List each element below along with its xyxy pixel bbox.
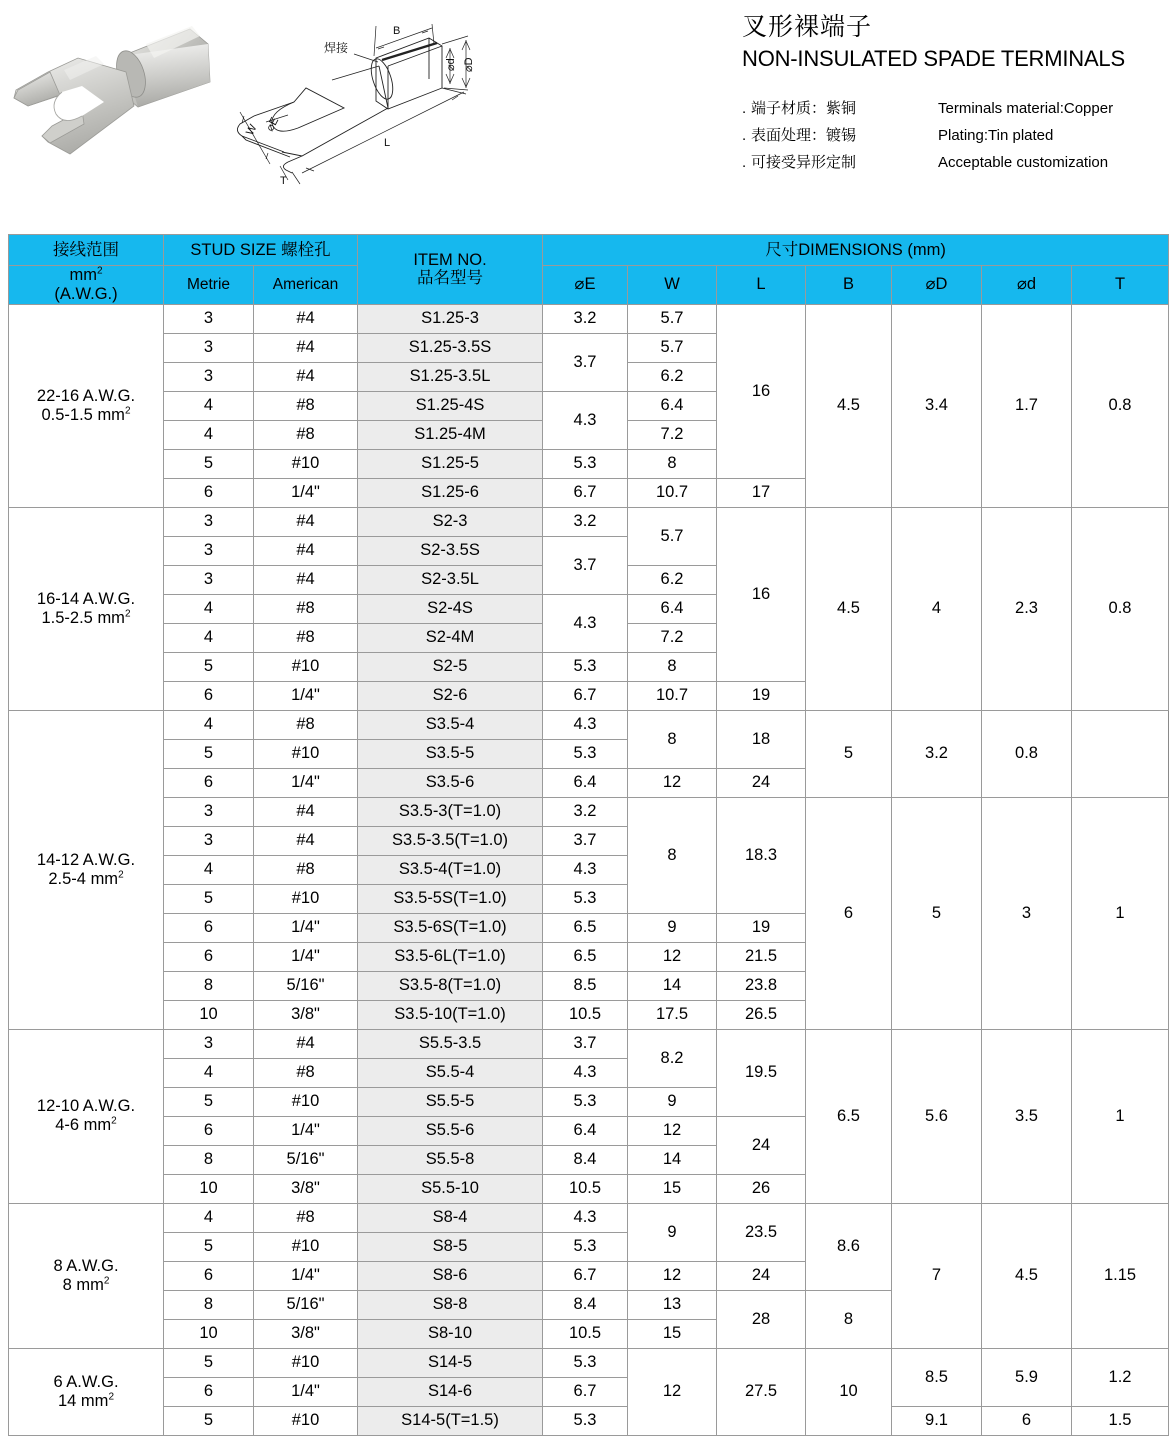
stud-size-american-cell: #4 xyxy=(254,797,358,826)
dim-t-cell: 0.8 xyxy=(1072,304,1169,507)
dim-l-cell: 24 xyxy=(717,1116,806,1174)
stud-size-american-cell: 5/16" xyxy=(254,971,358,1000)
dim-w-cell: 9 xyxy=(628,1087,717,1116)
col-header-t: T xyxy=(1072,266,1169,305)
dim-e-cell: 8.5 xyxy=(543,971,628,1000)
dim-w-cell: 5.7 xyxy=(628,507,717,565)
dim-w-cell: 8 xyxy=(628,449,717,478)
stud-size-american-cell: 3/8" xyxy=(254,1000,358,1029)
stud-size-american-cell: 3/8" xyxy=(254,1174,358,1203)
bullet-dot: . xyxy=(742,100,747,117)
item-no-cell: S1.25-3.5L xyxy=(358,362,543,391)
dim-w-cell: 10.7 xyxy=(628,681,717,710)
dim-b-cell: 4.5 xyxy=(806,507,892,710)
stud-size-american-cell: #10 xyxy=(254,1406,358,1435)
wire-range-cell: 6 A.W.G. 14 $mm^2$ xyxy=(9,1348,164,1435)
table-header-row-1 xyxy=(9,235,1169,266)
dim-b-cell: 8.6 xyxy=(806,1203,892,1290)
table-row xyxy=(9,797,1169,826)
stud-size-american-cell: #8 xyxy=(254,710,358,739)
dim-w-cell: 15 xyxy=(628,1319,717,1348)
spec-row xyxy=(742,96,1176,123)
item-no-cell: S2-6 xyxy=(358,681,543,710)
dim-small-d-cell: 3 xyxy=(982,797,1072,1029)
dim-l-cell: 16 xyxy=(717,507,806,681)
spec-chinese: . 端子材质：紫铜 xyxy=(742,96,938,121)
dim-e-cell: 3.7 xyxy=(543,333,628,391)
item-no-cell: S3.5-4 xyxy=(358,710,543,739)
stud-size-metric-cell: 3 xyxy=(164,797,254,826)
dim-e-cell: 6.5 xyxy=(543,942,628,971)
dim-t-cell: 0.8 xyxy=(1072,507,1169,710)
stud-size-metric-cell: 4 xyxy=(164,420,254,449)
dim-w-cell: 7.2 xyxy=(628,420,717,449)
stud-size-metric-cell: 3 xyxy=(164,1029,254,1058)
item-no-cell: S3.5-3.5(T=1.0) xyxy=(358,826,543,855)
item-no-cell: S2-3 xyxy=(358,507,543,536)
bullet-dot: . xyxy=(742,154,747,171)
stud-size-american-cell: #4 xyxy=(254,826,358,855)
dim-w-cell: 8.2 xyxy=(628,1029,717,1087)
dim-e-cell: 6.7 xyxy=(543,1261,628,1290)
stud-size-american-cell: 1/4" xyxy=(254,1377,358,1406)
dim-e-cell: 4.3 xyxy=(543,1058,628,1087)
col-header-wire-range: 接线范围 xyxy=(9,235,164,266)
dim-small-d-cell: 5.9 xyxy=(982,1348,1072,1406)
dim-t-cell: 1.5 xyxy=(1072,1406,1169,1435)
stud-size-metric-cell: 5 xyxy=(164,739,254,768)
dim-big-d-cell: 4 xyxy=(892,507,982,710)
stud-size-american-cell: #10 xyxy=(254,1232,358,1261)
col-header-dimensions: 尺寸DIMENSIONS (mm) xyxy=(543,235,1169,266)
dim-w-cell: 12 xyxy=(628,942,717,971)
dim-small-d-cell: 3.2 xyxy=(892,710,982,797)
stud-size-american-cell: #10 xyxy=(254,449,358,478)
dim-small-d-cell: 2.3 xyxy=(982,507,1072,710)
stud-size-metric-cell: 4 xyxy=(164,594,254,623)
dim-e-cell: 8.4 xyxy=(543,1145,628,1174)
dim-e-cell: 3.7 xyxy=(543,826,628,855)
title-english: NON-INSULATED SPADE TERMINALS xyxy=(742,46,1125,71)
dim-big-d-cell: 3.4 xyxy=(892,304,982,507)
dim-e-cell: 4.3 xyxy=(543,1203,628,1232)
spec-list xyxy=(742,96,1176,177)
dim-big-d-cell: 7 xyxy=(892,1203,982,1348)
header xyxy=(0,0,1176,218)
dim-e-cell: 3.2 xyxy=(543,797,628,826)
dim-l-cell: 28 xyxy=(717,1290,806,1348)
stud-size-metric-cell: 6 xyxy=(164,1261,254,1290)
stud-size-metric-cell: 10 xyxy=(164,1319,254,1348)
drawing-label-b: B xyxy=(393,25,401,37)
stud-size-metric-cell: 5 xyxy=(164,449,254,478)
stud-size-metric-cell: 8 xyxy=(164,971,254,1000)
stud-size-metric-cell: 8 xyxy=(164,1290,254,1319)
spec-row xyxy=(742,150,1176,177)
stud-size-american-cell: 5/16" xyxy=(254,1290,358,1319)
dim-e-cell: 5.3 xyxy=(543,1087,628,1116)
stud-size-metric-cell: 3 xyxy=(164,333,254,362)
stud-size-metric-cell: 3 xyxy=(164,362,254,391)
stud-size-metric-cell: 6 xyxy=(164,1377,254,1406)
stud-size-american-cell: #10 xyxy=(254,739,358,768)
col-header-big-d: ⌀D xyxy=(892,266,982,305)
stud-size-metric-cell: 3 xyxy=(164,826,254,855)
drawing-label-t: T xyxy=(280,175,287,187)
table-row xyxy=(9,1406,1169,1435)
item-no-cell: S5.5-10 xyxy=(358,1174,543,1203)
item-no-cell: S3.5-10(T=1.0) xyxy=(358,1000,543,1029)
item-no-cell: S14-5 xyxy=(358,1348,543,1377)
spec-english: Acceptable customization xyxy=(938,154,1109,171)
stud-size-american-cell: #8 xyxy=(254,391,358,420)
dim-w-cell: 8 xyxy=(628,797,717,913)
dim-w-cell: 17.5 xyxy=(628,1000,717,1029)
col-header-stud-size: STUD SIZE 螺栓孔 xyxy=(164,235,358,266)
dim-big-d-cell: 5 xyxy=(892,797,982,1029)
stud-size-metric-cell: 6 xyxy=(164,942,254,971)
dim-small-d-cell: 6 xyxy=(982,1406,1072,1435)
stud-size-american-cell: 1/4" xyxy=(254,768,358,797)
item-no-cell: S5.5-4 xyxy=(358,1058,543,1087)
dim-e-cell: 5.3 xyxy=(543,739,628,768)
dim-big-d-cell: 9.1 xyxy=(892,1406,982,1435)
dim-w-cell: 12 xyxy=(628,1116,717,1145)
table-header-row-2 xyxy=(9,266,1169,305)
title-block xyxy=(742,12,1172,74)
stud-size-metric-cell: 5 xyxy=(164,1087,254,1116)
item-no-cell: S1.25-6 xyxy=(358,478,543,507)
bullet-dot: . xyxy=(742,127,747,144)
item-no-cell: S5.5-5 xyxy=(358,1087,543,1116)
drawing-label-big-d: ⌀D xyxy=(463,57,475,72)
dim-w-cell: 6.4 xyxy=(628,391,717,420)
dim-e-cell: 3.2 xyxy=(543,507,628,536)
item-no-cell: S2-4M xyxy=(358,623,543,652)
dim-b-cell: 8 xyxy=(806,1290,892,1348)
dim-w-cell: 12 xyxy=(628,1348,717,1435)
dim-b-cell: 6 xyxy=(806,797,892,1029)
dim-w-cell: 6.2 xyxy=(628,565,717,594)
dim-e-cell: 5.3 xyxy=(543,884,628,913)
stud-size-american-cell: #10 xyxy=(254,884,358,913)
stud-size-metric-cell: 3 xyxy=(164,304,254,333)
dim-l-cell: 23.5 xyxy=(717,1203,806,1261)
stud-size-american-cell: #8 xyxy=(254,594,358,623)
stud-size-american-cell: #4 xyxy=(254,536,358,565)
dim-b-cell: 4.5 xyxy=(806,304,892,507)
dim-e-cell: 4.3 xyxy=(543,710,628,739)
specification-table xyxy=(8,234,1169,1436)
item-no-cell: S2-4S xyxy=(358,594,543,623)
dim-e-cell: 5.3 xyxy=(543,1406,628,1435)
stud-size-metric-cell: 6 xyxy=(164,768,254,797)
stud-size-metric-cell: 8 xyxy=(164,1145,254,1174)
dim-w-cell: 12 xyxy=(628,1261,717,1290)
stud-size-american-cell: #10 xyxy=(254,1087,358,1116)
col-header-metric: Metrie xyxy=(164,266,254,305)
item-no-cell: S3.5-4(T=1.0) xyxy=(358,855,543,884)
dim-big-d-cell: 5 xyxy=(806,710,892,797)
item-no-cell: S1.25-4M xyxy=(358,420,543,449)
dim-w-cell: 12 xyxy=(628,768,717,797)
table-row xyxy=(9,1348,1169,1377)
stud-size-american-cell: #4 xyxy=(254,565,358,594)
stud-size-american-cell: #8 xyxy=(254,1058,358,1087)
stud-size-american-cell: 1/4" xyxy=(254,1116,358,1145)
technical-drawing xyxy=(232,16,532,191)
dim-t-cell: 1.2 xyxy=(1072,1348,1169,1406)
item-no-cell: S1.25-3.5S xyxy=(358,333,543,362)
dim-l-cell: 19 xyxy=(717,681,806,710)
item-no-cell: S8-4 xyxy=(358,1203,543,1232)
stud-size-american-cell: #8 xyxy=(254,855,358,884)
dim-l-cell: 23.8 xyxy=(717,971,806,1000)
col-header-item-no: ITEM NO. 品名型号 xyxy=(358,235,543,305)
table-row xyxy=(9,304,1169,333)
stud-size-american-cell: #10 xyxy=(254,652,358,681)
dim-e-cell: 6.5 xyxy=(543,913,628,942)
dim-e-cell: 4.3 xyxy=(543,855,628,884)
dim-e-cell: 3.2 xyxy=(543,304,628,333)
stud-size-metric-cell: 6 xyxy=(164,478,254,507)
stud-size-metric-cell: 4 xyxy=(164,1203,254,1232)
stud-size-american-cell: #4 xyxy=(254,304,358,333)
item-no-cell: S8-10 xyxy=(358,1319,543,1348)
table-head xyxy=(9,235,1169,305)
stud-size-american-cell: #4 xyxy=(254,362,358,391)
dim-w-cell: 7.2 xyxy=(628,623,717,652)
dim-w-cell: 8 xyxy=(628,652,717,681)
stud-size-metric-cell: 6 xyxy=(164,1116,254,1145)
dim-e-cell: 8.4 xyxy=(543,1290,628,1319)
wire-range-cell: 14-12 A.W.G. 2.5-4 $mm^2$ xyxy=(9,710,164,1029)
col-header-l: L xyxy=(717,266,806,305)
drawing-label-l: L xyxy=(384,137,391,149)
item-no-cell: S3.5-5S(T=1.0) xyxy=(358,884,543,913)
dim-l-cell: 24 xyxy=(717,768,806,797)
specification-table-container xyxy=(8,234,1168,1436)
dim-t-cell: 1 xyxy=(1072,797,1169,1029)
dim-l-cell: 24 xyxy=(717,1261,806,1290)
wire-range-cell: 8 A.W.G. 8 $mm^2$ xyxy=(9,1203,164,1348)
stud-size-metric-cell: 5 xyxy=(164,652,254,681)
dim-w-cell: 5.7 xyxy=(628,304,717,333)
item-no-cell: S3.5-6L(T=1.0) xyxy=(358,942,543,971)
stud-size-american-cell: 5/16" xyxy=(254,1145,358,1174)
item-no-cell: S8-8 xyxy=(358,1290,543,1319)
item-no-cell: S2-3.5S xyxy=(358,536,543,565)
stud-size-metric-cell: 4 xyxy=(164,391,254,420)
spec-row xyxy=(742,123,1176,150)
stud-size-american-cell: #4 xyxy=(254,507,358,536)
item-no-cell: S5.5-6 xyxy=(358,1116,543,1145)
stud-size-american-cell: #8 xyxy=(254,623,358,652)
dim-e-cell: 6.7 xyxy=(543,1377,628,1406)
stud-size-american-cell: #8 xyxy=(254,1203,358,1232)
dim-e-cell: 5.3 xyxy=(543,1348,628,1377)
drawing-label-e: ⌀E xyxy=(264,115,282,134)
dim-w-cell: 9 xyxy=(628,1203,717,1261)
item-no-cell: S14-5(T=1.5) xyxy=(358,1406,543,1435)
dim-w-cell: 15 xyxy=(628,1174,717,1203)
dim-w-cell: 5.7 xyxy=(628,333,717,362)
item-no-cell: S3.5-6 xyxy=(358,768,543,797)
dim-w-cell: 13 xyxy=(628,1290,717,1319)
item-no-cell: S2-5 xyxy=(358,652,543,681)
drawing-label-small-d: ⌀d xyxy=(445,58,457,71)
stud-size-american-cell: 1/4" xyxy=(254,478,358,507)
col-header-small-d: ⌀d xyxy=(982,266,1072,305)
dim-b-cell: 6.5 xyxy=(806,1029,892,1203)
item-no-cell: S8-5 xyxy=(358,1232,543,1261)
stud-size-american-cell: #4 xyxy=(254,1029,358,1058)
dim-w-cell: 14 xyxy=(628,971,717,1000)
spec-chinese: . 可接受异形定制 xyxy=(742,150,938,175)
item-no-cell: S3.5-6S(T=1.0) xyxy=(358,913,543,942)
dim-small-d-cell: 4.5 xyxy=(982,1203,1072,1348)
dim-small-d-cell: 3.5 xyxy=(982,1029,1072,1203)
table-body xyxy=(9,304,1169,1435)
dim-t-cell: 0.8 xyxy=(982,710,1072,797)
col-header-american: American xyxy=(254,266,358,305)
dim-l-cell: 27.5 xyxy=(717,1348,806,1435)
dim-b-cell: 10 xyxy=(806,1348,892,1435)
dim-l-cell: 18 xyxy=(717,710,806,768)
dim-l-cell: 19 xyxy=(717,913,806,942)
product-photo xyxy=(4,14,244,189)
wire-range-cell: 22-16 A.W.G. 0.5-1.5 $mm^2$ xyxy=(9,304,164,507)
spec-chinese: . 表面处理：镀锡 xyxy=(742,123,938,148)
dim-e-cell: 4.3 xyxy=(543,594,628,652)
stud-size-metric-cell: 6 xyxy=(164,913,254,942)
stud-size-metric-cell: 10 xyxy=(164,1174,254,1203)
dim-e-cell: 4.3 xyxy=(543,391,628,449)
table-row xyxy=(9,1203,1169,1232)
dim-t-cell: 1 xyxy=(1072,1029,1169,1203)
dim-big-d-cell: 5.6 xyxy=(892,1029,982,1203)
stud-size-metric-cell: 4 xyxy=(164,710,254,739)
stud-size-metric-cell: 5 xyxy=(164,1406,254,1435)
stud-size-metric-cell: 5 xyxy=(164,884,254,913)
stud-size-metric-cell: 3 xyxy=(164,507,254,536)
stud-size-american-cell: #10 xyxy=(254,1348,358,1377)
stud-size-american-cell: #8 xyxy=(254,420,358,449)
stud-size-metric-cell: 6 xyxy=(164,681,254,710)
item-no-cell: S5.5-3.5 xyxy=(358,1029,543,1058)
item-no-cell: S8-6 xyxy=(358,1261,543,1290)
stud-size-metric-cell: 10 xyxy=(164,1000,254,1029)
dim-e-cell: 5.3 xyxy=(543,449,628,478)
wire-range-cell: 12-10 A.W.G. 4-6 $mm^2$ xyxy=(9,1029,164,1203)
dim-l-cell: 17 xyxy=(717,478,806,507)
item-no-cell: S1.25-5 xyxy=(358,449,543,478)
dim-e-cell: 6.4 xyxy=(543,1116,628,1145)
col-header-b: B xyxy=(806,266,892,305)
title-chinese: 叉形裸端子 xyxy=(742,13,873,41)
spec-english: Terminals material:Copper xyxy=(938,100,1114,117)
dim-e-cell: 10.5 xyxy=(543,1000,628,1029)
stud-size-metric-cell: 5 xyxy=(164,1232,254,1261)
dim-w-cell: 14 xyxy=(628,1145,717,1174)
stud-size-american-cell: #4 xyxy=(254,333,358,362)
item-no-cell: S1.25-4S xyxy=(358,391,543,420)
dim-t-cell: 1.15 xyxy=(1072,1203,1169,1348)
dim-e-cell: 3.7 xyxy=(543,1029,628,1058)
drawing-label-w: W xyxy=(244,122,260,138)
dim-l-cell: 16 xyxy=(717,304,806,478)
col-header-e: ⌀E xyxy=(543,266,628,305)
dim-e-cell: 10.5 xyxy=(543,1319,628,1348)
dim-e-cell: 5.3 xyxy=(543,1232,628,1261)
wire-range-cell: 16-14 A.W.G. 1.5-2.5 $mm^2$ xyxy=(9,507,164,710)
item-no-cell: S3.5-8(T=1.0) xyxy=(358,971,543,1000)
item-no-cell: S1.25-3 xyxy=(358,304,543,333)
item-no-cell: S3.5-5 xyxy=(358,739,543,768)
col-header-w: W xyxy=(628,266,717,305)
dim-l-cell: 18.3 xyxy=(717,797,806,913)
stud-size-american-cell: 1/4" xyxy=(254,1261,358,1290)
drawing-label-weld: 焊接 xyxy=(324,41,349,55)
dim-e-cell: 6.7 xyxy=(543,478,628,507)
dim-l-cell: 21.5 xyxy=(717,942,806,971)
item-no-cell: S14-6 xyxy=(358,1377,543,1406)
stud-size-metric-cell: 4 xyxy=(164,623,254,652)
item-no-cell: S5.5-8 xyxy=(358,1145,543,1174)
dim-big-d-cell: 8.5 xyxy=(892,1348,982,1406)
stud-size-metric-cell: 5 xyxy=(164,1348,254,1377)
stud-size-metric-cell: 4 xyxy=(164,855,254,884)
table-row xyxy=(9,710,1169,739)
dim-w-cell: 6.2 xyxy=(628,362,717,391)
dim-l-cell: 26.5 xyxy=(717,1000,806,1029)
stud-size-metric-cell: 3 xyxy=(164,565,254,594)
dim-e-cell: 3.7 xyxy=(543,536,628,594)
item-no-cell: S2-3.5L xyxy=(358,565,543,594)
stud-size-american-cell: 1/4" xyxy=(254,913,358,942)
dim-l-cell: 19.5 xyxy=(717,1029,806,1116)
col-header-mm-awg: $mm^2$ (A.W.G.) xyxy=(9,266,164,305)
stud-size-american-cell: 1/4" xyxy=(254,681,358,710)
dim-e-cell: 5.3 xyxy=(543,652,628,681)
dim-e-cell: 6.4 xyxy=(543,768,628,797)
stud-size-metric-cell: 3 xyxy=(164,536,254,565)
dim-w-cell: 8 xyxy=(628,710,717,768)
dim-w-cell: 9 xyxy=(628,913,717,942)
stud-size-metric-cell: 4 xyxy=(164,1058,254,1087)
dim-small-d-cell: 1.7 xyxy=(982,304,1072,507)
dim-w-cell: 10.7 xyxy=(628,478,717,507)
dim-l-cell: 26 xyxy=(717,1174,806,1203)
stud-size-american-cell: 3/8" xyxy=(254,1319,358,1348)
dim-w-cell: 6.4 xyxy=(628,594,717,623)
table-row xyxy=(9,1029,1169,1058)
dim-e-cell: 10.5 xyxy=(543,1174,628,1203)
table-row xyxy=(9,507,1169,536)
item-no-cell: S3.5-3(T=1.0) xyxy=(358,797,543,826)
stud-size-american-cell: 1/4" xyxy=(254,942,358,971)
dim-e-cell: 6.7 xyxy=(543,681,628,710)
spec-english: Plating:Tin plated xyxy=(938,127,1054,144)
